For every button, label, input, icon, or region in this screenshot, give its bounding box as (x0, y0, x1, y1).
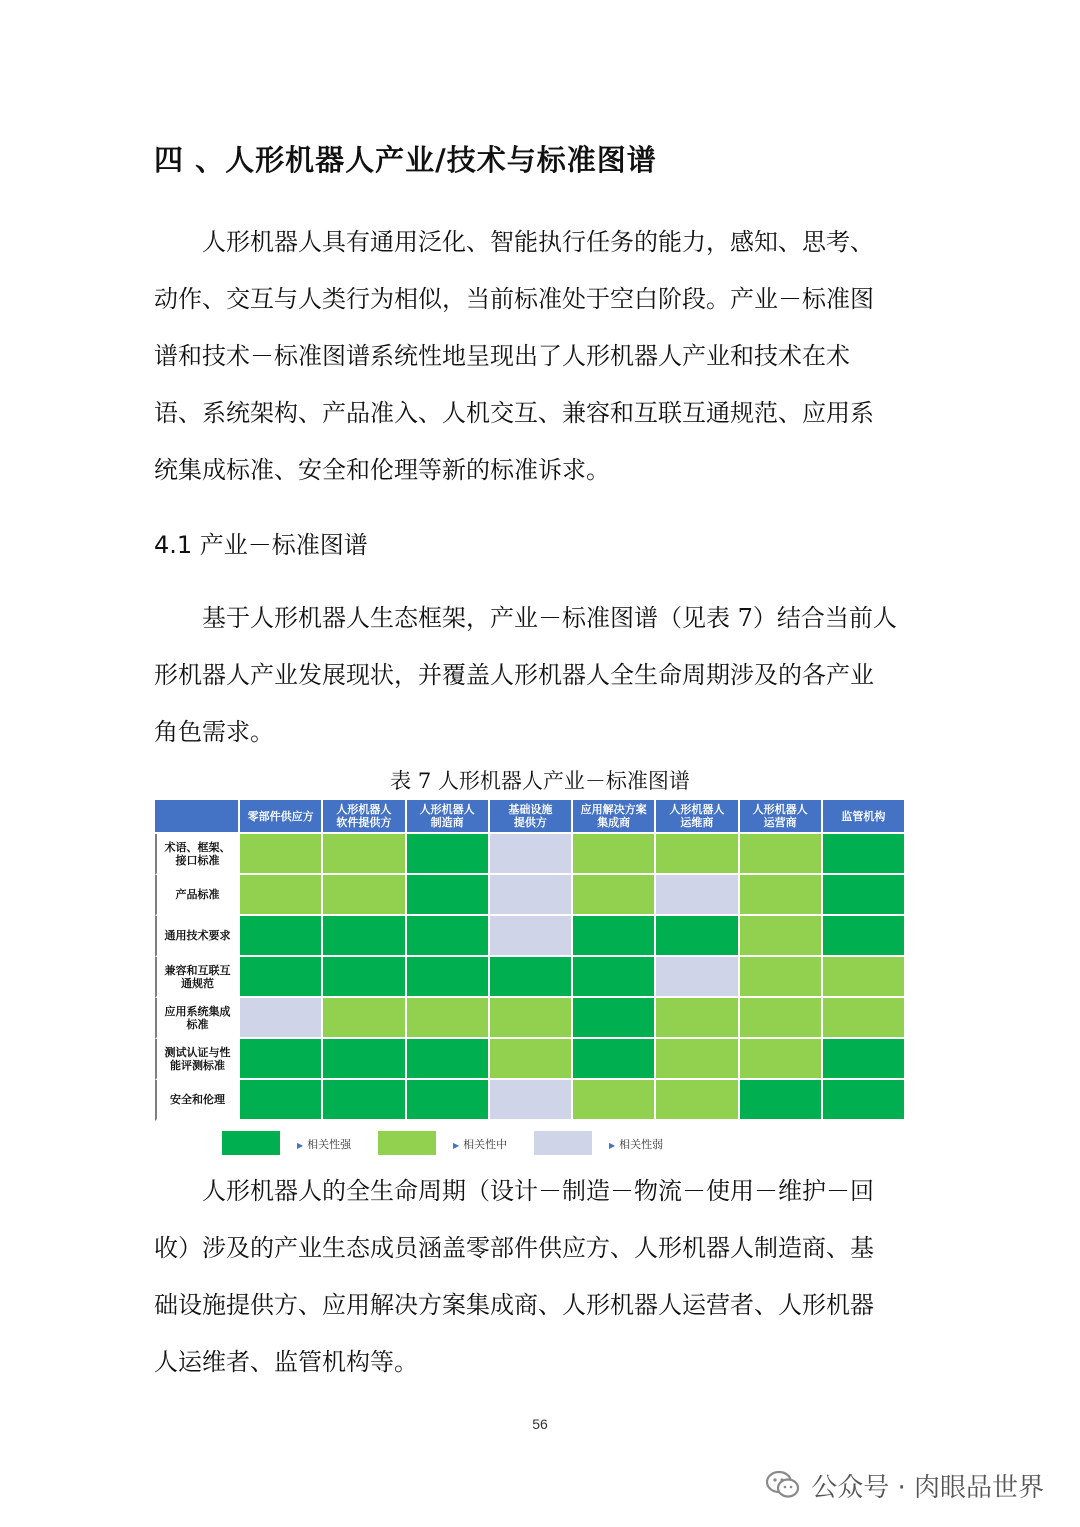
row-header: 通用技术要求 (155, 916, 238, 957)
text-line: 角色需求。 (154, 718, 274, 746)
text-line: 收）涉及的产业生态成员涵盖零部件供应方、人形机器人制造商、基 (154, 1234, 874, 1262)
relevance-cell-mid (490, 998, 571, 1039)
text-line: 谱和技术－标准图谱系统性地呈现出了人形机器人产业和技术在术 (154, 342, 850, 370)
relevance-cell-weak (240, 998, 321, 1039)
relevance-cell-weak (490, 1080, 571, 1121)
relevance-cell-mid (656, 1080, 737, 1121)
text-line: 动作、交互与人类行为相似，当前标准处于空白阶段。产业－标准图 (154, 285, 874, 313)
relevance-cell-strong (573, 1039, 654, 1080)
relevance-cell-strong (656, 916, 737, 957)
legend-label-strong: ▶ 相关性强 (297, 1138, 352, 1151)
table-row (155, 834, 904, 875)
relevance-cell-strong (823, 834, 904, 875)
relevance-cell-mid (240, 834, 321, 875)
lifecycle-paragraph (154, 1163, 924, 1391)
row-header: 术语、框架、 接口标准 (155, 834, 238, 875)
relevance-cell-mid (656, 998, 737, 1039)
row-header: 测试认证与性 能评测标准 (155, 1039, 238, 1080)
table-row (155, 875, 904, 916)
relevance-cell-strong (573, 957, 654, 998)
relevance-cell-strong (490, 957, 571, 998)
relevance-cell-mid (323, 834, 404, 875)
relevance-cell-strong (240, 1080, 321, 1121)
column-header: 基础设施 提供方 (490, 800, 571, 834)
body-paragraph (154, 590, 924, 761)
relevance-cell-strong (407, 957, 488, 998)
relevance-cell-mid (323, 875, 404, 916)
industry-standard-map-table (153, 800, 906, 1121)
relevance-cell-mid (740, 916, 821, 957)
subsection-heading: 4.1 产业－标准图谱 (154, 531, 368, 559)
table-row (155, 1080, 904, 1121)
legend-swatch-mid (378, 1131, 436, 1155)
row-header: 兼容和互联互 通规范 (155, 957, 238, 998)
relevance-cell-mid (656, 834, 737, 875)
column-header: 应用解决方案 集成商 (573, 800, 654, 834)
relevance-cell-mid (240, 875, 321, 916)
text-line: 人形机器人具有通用泛化、智能执行任务的能力，感知、思考、 (202, 228, 874, 256)
relevance-cell-strong (323, 957, 404, 998)
intro-paragraph (154, 214, 924, 499)
text-line: 础设施提供方、应用解决方案集成商、人形机器人运营者、人形机器 (154, 1291, 874, 1319)
legend-swatch-weak (534, 1131, 592, 1155)
relevance-cell-strong (573, 916, 654, 957)
page-number: 56 (532, 1416, 548, 1432)
row-header: 产品标准 (155, 875, 238, 916)
relevance-cell-mid (740, 875, 821, 916)
relevance-cell-strong (240, 916, 321, 957)
relevance-cell-mid (740, 957, 821, 998)
relevance-cell-mid (407, 998, 488, 1039)
column-header: 零部件供应方 (240, 800, 321, 834)
relevance-cell-strong (823, 875, 904, 916)
relevance-cell-strong (323, 916, 404, 957)
text-line: 统集成标准、安全和伦理等新的标准诉求。 (154, 456, 610, 484)
relevance-cell-weak (656, 875, 737, 916)
relevance-cell-mid (573, 875, 654, 916)
column-header: 人形机器人 运营商 (740, 800, 821, 834)
text-line: 形机器人产业发展现状，并覆盖人形机器人全生命周期涉及的各产业 (154, 661, 874, 689)
relevance-cell-mid (740, 998, 821, 1039)
relevance-cell-strong (823, 1039, 904, 1080)
table-row (155, 998, 904, 1039)
column-header: 监管机构 (823, 800, 904, 834)
relevance-cell-mid (573, 1080, 654, 1121)
section-heading: 四 、人形机器人产业/技术与标准图谱 (154, 143, 657, 177)
wechat-icon (765, 1470, 801, 1500)
triangle-icon: ▶ (609, 1141, 616, 1150)
relevance-cell-strong (407, 1080, 488, 1121)
table-corner-cell (155, 800, 238, 834)
column-header: 人形机器人 制造商 (407, 800, 488, 834)
relevance-cell-mid (490, 1039, 571, 1080)
relevance-cell-mid (323, 998, 404, 1039)
relevance-cell-mid (740, 1039, 821, 1080)
relevance-cell-mid (656, 1039, 737, 1080)
table-body (155, 834, 904, 1121)
text-line: 人形机器人的全生命周期（设计－制造－物流－使用－维护－回 (202, 1177, 874, 1205)
table-row (155, 957, 904, 998)
table-legend (0, 1131, 1080, 1155)
text-line: 基于人形机器人生态框架，产业－标准图谱（见表 7）结合当前人 (202, 604, 897, 632)
relevance-cell-weak (490, 834, 571, 875)
legend-label-weak: ▶ 相关性弱 (609, 1138, 664, 1151)
relevance-cell-strong (823, 916, 904, 957)
legend-swatch-strong (222, 1131, 280, 1155)
text-line: 人运维者、监管机构等。 (154, 1348, 418, 1376)
text-line: 语、系统架构、产品准入、人机交互、兼容和互联互通规范、应用系 (154, 399, 874, 427)
relevance-cell-mid (573, 834, 654, 875)
table-row (155, 916, 904, 957)
relevance-cell-strong (823, 1080, 904, 1121)
column-header: 人形机器人 运维商 (656, 800, 737, 834)
row-header: 应用系统集成 标准 (155, 998, 238, 1039)
triangle-icon: ▶ (453, 1141, 460, 1150)
relevance-cell-strong (240, 957, 321, 998)
relevance-cell-strong (407, 834, 488, 875)
triangle-icon: ▶ (297, 1141, 304, 1150)
table-caption: 表 7 人形机器人产业－标准图谱 (390, 769, 690, 793)
relevance-cell-mid (823, 957, 904, 998)
relevance-cell-strong (740, 1080, 821, 1121)
relevance-cell-strong (407, 875, 488, 916)
row-header: 安全和伦理 (155, 1080, 238, 1121)
relevance-cell-strong (323, 1039, 404, 1080)
relevance-cell-strong (323, 1080, 404, 1121)
watermark (765, 1465, 1044, 1505)
relevance-cell-mid (823, 998, 904, 1039)
relevance-cell-mid (740, 834, 821, 875)
relevance-cell-strong (240, 1039, 321, 1080)
legend-label-mid: ▶ 相关性中 (453, 1138, 508, 1151)
table-header-row (155, 800, 904, 834)
relevance-cell-weak (490, 916, 571, 957)
column-header: 人形机器人 软件提供方 (323, 800, 404, 834)
table-row (155, 1039, 904, 1080)
relevance-cell-weak (490, 875, 571, 916)
relevance-cell-strong (573, 998, 654, 1039)
relevance-cell-strong (407, 1039, 488, 1080)
watermark-text: 公众号 · 肉眼品世界 (811, 1472, 1044, 1503)
relevance-cell-strong (407, 916, 488, 957)
relevance-cell-weak (656, 957, 737, 998)
